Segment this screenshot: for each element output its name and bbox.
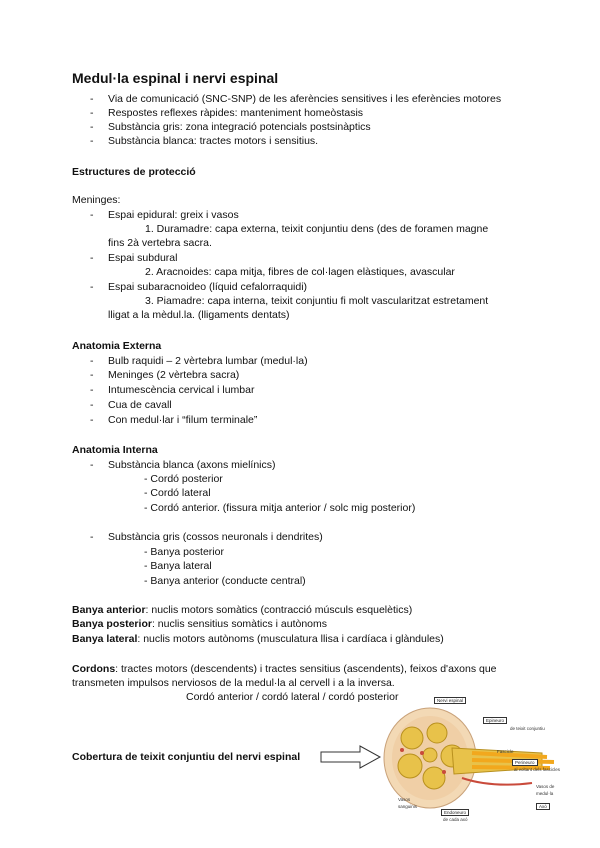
gray-sub: - Banya posterior — [144, 546, 224, 558]
horn-line: Banya lateral: nuclis motors autònoms (musculatura llisa i cardíaca i glàndules) — [72, 633, 444, 645]
epineuro-label: Epineuro — [483, 717, 507, 724]
protection-heading: Estructures de protecció — [72, 166, 196, 178]
horn-line: Banya posterior: nuclis sensitius somàtics i autònoms — [72, 618, 328, 630]
cordons-list: Cordó anterior / cordó lateral / cordó posterior — [186, 691, 399, 703]
internal-heading: Anatomia Interna — [72, 444, 158, 456]
vasos-left-label-2: sanguinis — [398, 804, 418, 809]
arac-line: 2. Aracnoides: capa mitja, fibres de col·lagen elàstiques, avascular — [145, 266, 455, 278]
endoneuro-sub: de cada axó — [443, 817, 468, 822]
endoneuro-label: Endoneuro — [441, 809, 469, 816]
vasos-right-label: Vasos de — [536, 784, 555, 789]
cover-heading: Cobertura de teixit conjuntiu del nervi espinal — [72, 751, 301, 763]
external-heading: Anatomia Externa — [72, 340, 162, 352]
perineuro-sub: al voltant dels fascicles — [514, 767, 561, 772]
nervi-label: Nervi espinal — [434, 697, 466, 704]
dura-line: 1. Duramadre: capa externa, teixit conjuntiu dens (des de foramen magne — [145, 223, 489, 235]
page-title: Medul·la espinal i nervi espinal — [72, 70, 279, 86]
cordons-line: transmeten impulsos nerviosos de la medul·la al cervell i a la inversa. — [72, 677, 395, 689]
axon-label: Axó — [536, 803, 550, 810]
right-arrow-icon — [320, 744, 382, 770]
epineuro-sub: de teixit conjuntiu — [510, 726, 545, 731]
cordons-line: Cordons: tractes motors (descendents) i tractes sensitius (ascendents), feixos d'axons que — [72, 663, 497, 675]
perineuro-label: Perineuro — [512, 759, 538, 766]
white-sub: - Cordó anterior. (fissura mitja anterior / solc mig posterior) — [144, 502, 416, 514]
gray-sub: - Banya lateral — [144, 560, 212, 572]
white-sub: - Cordó posterior — [144, 473, 223, 485]
pia-line: lligat a la mèdul.la. (lligaments dentats) — [108, 309, 290, 321]
horn-line: Banya anterior: nuclis motors somàtics (contracció músculs esquelètics) — [72, 604, 413, 616]
vasos-right-label-2: medul·la — [536, 791, 554, 796]
dura-line: fins 2à vertebra sacra. — [108, 237, 212, 249]
gray-sub: - Banya anterior (conducte central) — [144, 575, 306, 587]
meninges-label: Meninges: — [72, 194, 121, 206]
white-sub: - Cordó lateral — [144, 487, 211, 499]
vasos-left-label: Vasos — [398, 797, 411, 802]
pia-line: 3. Piamadre: capa interna, teixit conjuntiu fi molt vascularitzat estretament — [145, 295, 489, 307]
fascicle-label: Fascicle — [497, 749, 514, 754]
